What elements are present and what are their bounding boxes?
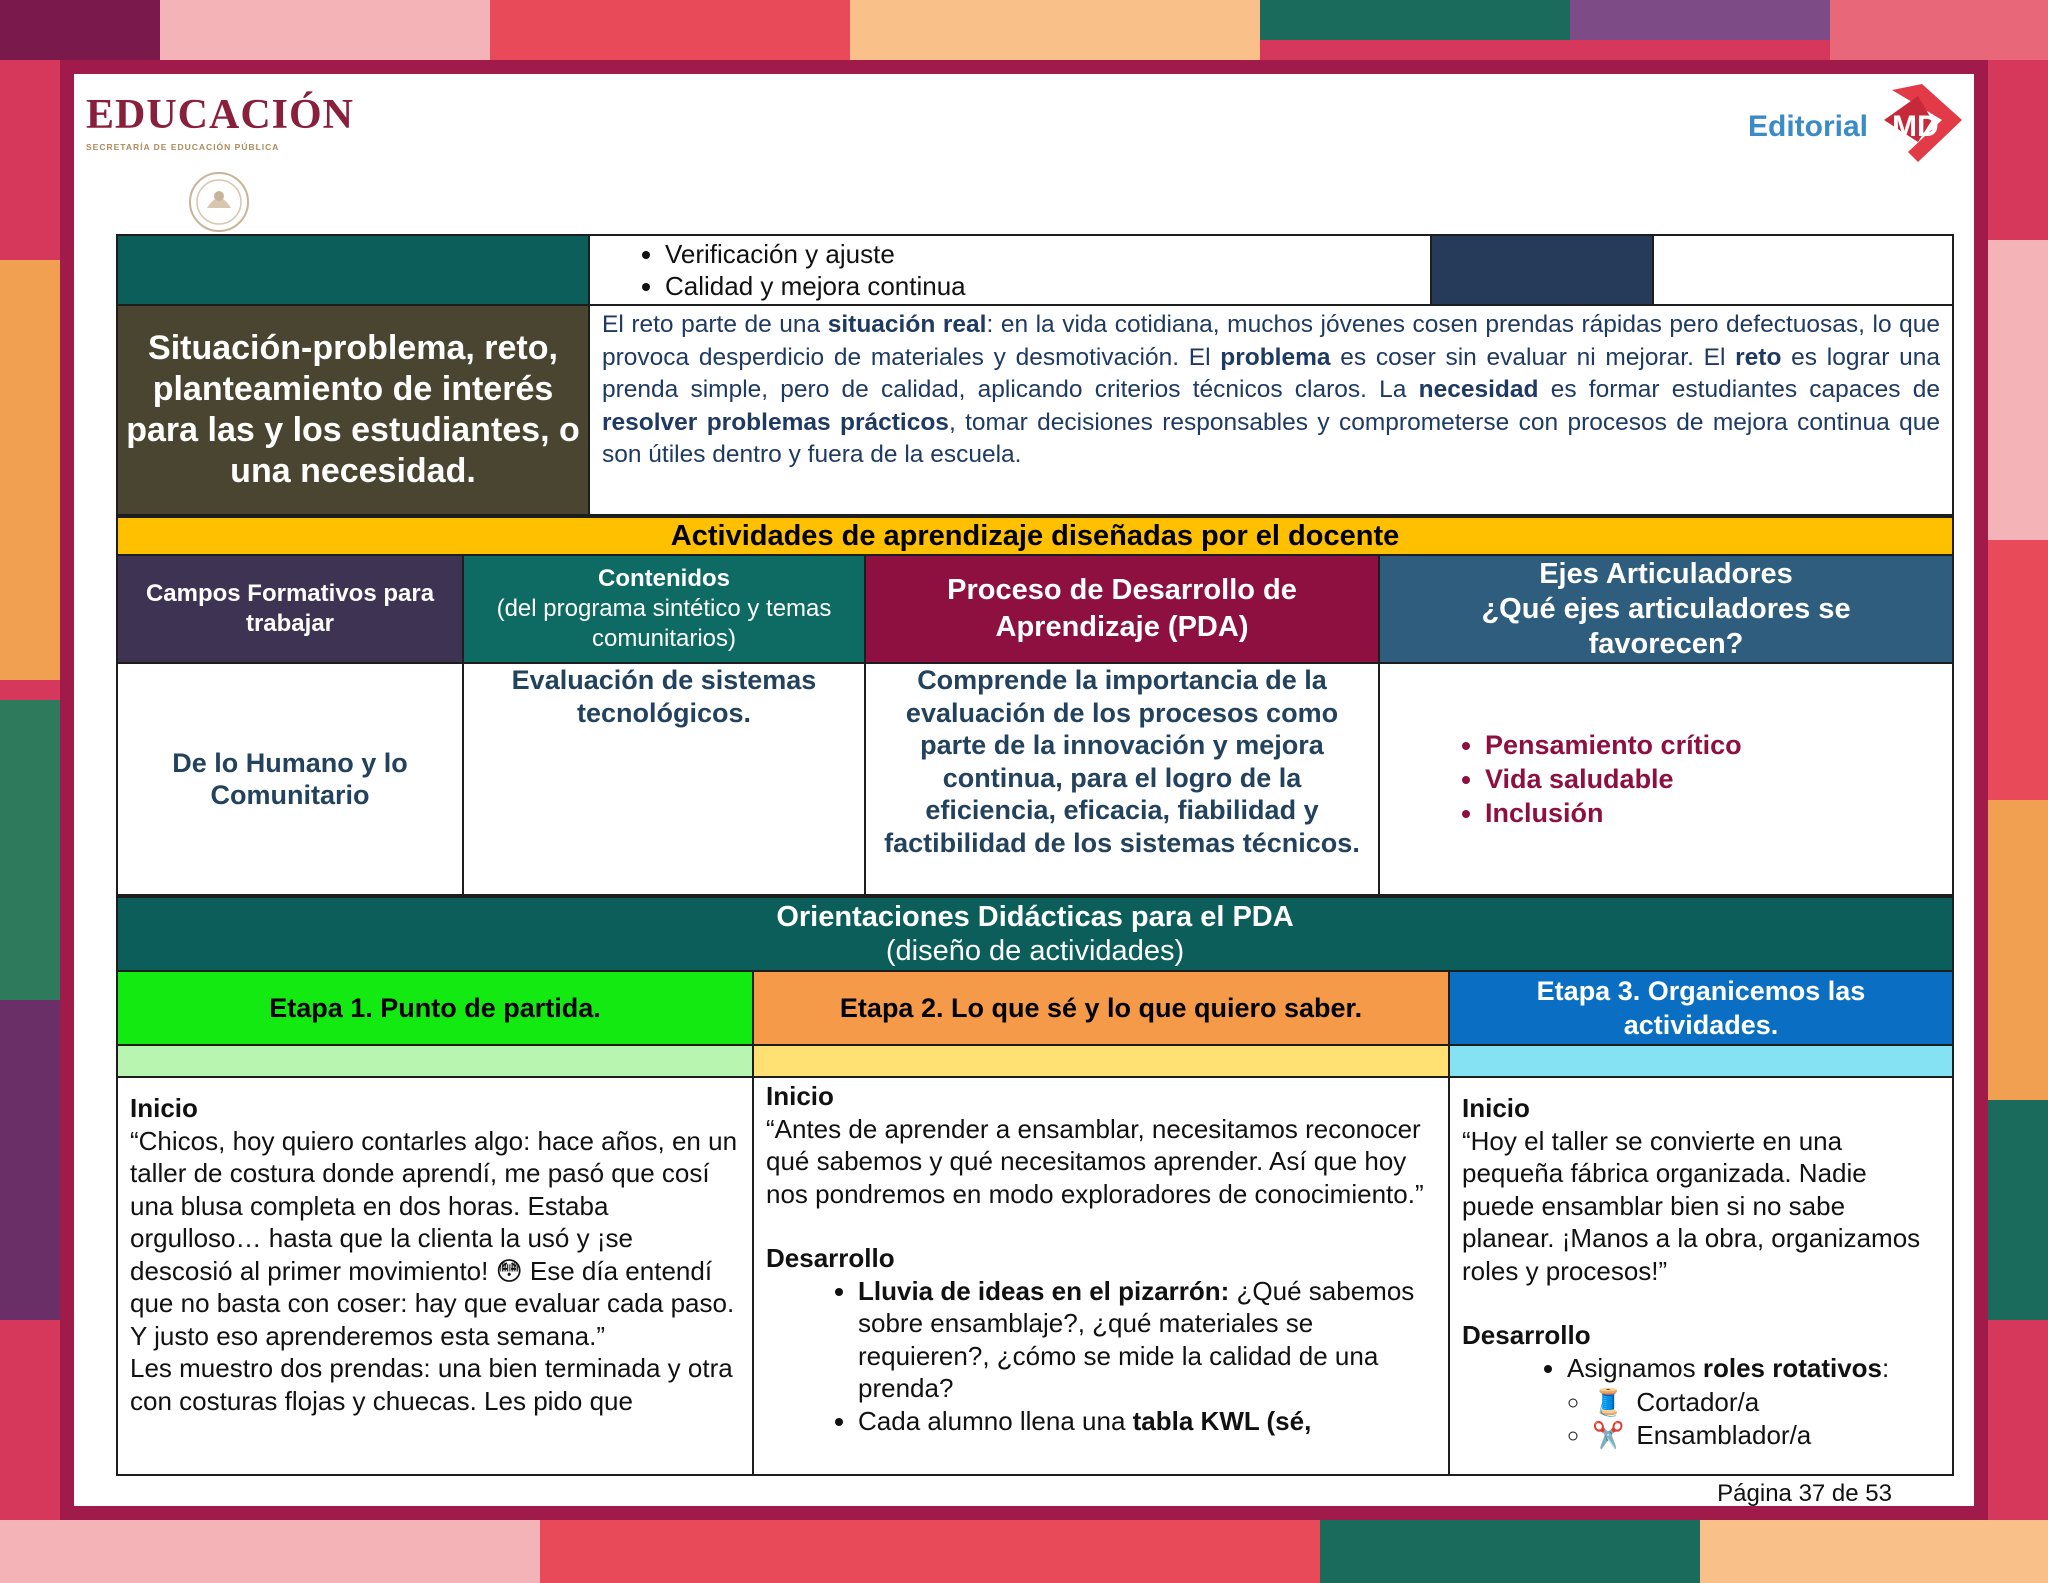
situacion-label: Situación-problema, reto, planteamiento de interés para las y los estudiantes, o una necesidad. xyxy=(117,305,589,515)
etapa-1-text-b: Ese día entendí que no basta con coser: hay que evaluar cada paso. Y justo eso aprenderemos esta semana.” xyxy=(130,1255,735,1351)
bg-tile xyxy=(1260,0,1570,40)
flushed-face-icon: 😳 xyxy=(495,1255,523,1286)
etapa-2-bullet-text: Cada alumno llena una xyxy=(858,1405,1133,1436)
pda-value: Comprende la importancia de la evaluación de los procesos como parte de la innovación y mejora continua, para el logro de la eficiencia, eficacia, fiabilidad y factibilidad de los sistemas técnicos. xyxy=(865,663,1379,895)
etapa-3-desarrollo-heading: Desarrollo xyxy=(1462,1320,1591,1350)
situacion-text-segment: es lograr una prenda simple, pero de calidad, aplicando criterios técnicos claros. La xyxy=(602,343,1940,403)
situacion-keyword: problema xyxy=(1220,343,1331,371)
top-table xyxy=(116,234,1954,516)
etapa-2-bullet-bold: Lluvia de ideas en el pizarrón: xyxy=(858,1275,1230,1306)
contenido-value: Evaluación de sistemas tecnológicos. xyxy=(463,663,865,895)
etapa-2-inicio-heading: Inicio xyxy=(766,1081,834,1111)
bg-tile xyxy=(1320,1520,1700,1583)
thread-icon: 🧵 xyxy=(1592,1387,1625,1417)
bg-tile xyxy=(0,0,160,60)
top-empty-cell xyxy=(1653,235,1953,305)
orientaciones-header xyxy=(117,897,1953,971)
national-seal-icon xyxy=(183,170,255,234)
bg-tile xyxy=(0,260,60,680)
top-navy-cell xyxy=(1431,235,1653,305)
sep-logo-subtitle: SECRETARÍA DE EDUCACIÓN PÚBLICA xyxy=(86,142,280,152)
editorial-logo-text: Editorial xyxy=(1748,110,1869,143)
contenidos-title: Contenidos xyxy=(598,565,730,592)
orientaciones-title: Orientaciones Didácticas para el PDA xyxy=(776,901,1294,933)
etapa-1-header: Etapa 1. Punto de partida. xyxy=(117,971,753,1045)
situacion-text-segment: : en la vida cotidiana, muchos jóvenes cosen prendas rápidas pero defectuosas, lo que provoca desperdicio de materiales y desmotivación. El xyxy=(602,311,1940,371)
bg-tile xyxy=(1988,240,2048,540)
etapa-1-inicio-heading: Inicio xyxy=(130,1093,198,1123)
eje-item: • Pensamiento crítico xyxy=(1485,728,1952,762)
bg-tile xyxy=(0,1000,60,1320)
planning-table xyxy=(116,234,1952,1476)
actividades-title: Actividades de aprendizaje diseñadas por el docente xyxy=(117,517,1953,555)
etapa-1-paragraph-2: Les muestro dos prendas: una bien terminada y otra con costuras flojas y chuecas. Les pido que xyxy=(130,1353,733,1416)
situacion-text-segment: El reto parte de una xyxy=(602,311,828,338)
situacion-keyword: necesidad xyxy=(1418,376,1539,403)
etapa-2-bullet xyxy=(858,1405,1436,1438)
top-left-cell xyxy=(117,235,589,305)
role-label: Cortador/a xyxy=(1636,1387,1760,1417)
etapa-2-bullet-bold: tabla KWL (sé, xyxy=(1132,1405,1312,1436)
etapa-3-content xyxy=(1449,1077,1953,1475)
etapa-2-bullet-text: ¿Qué sabemos sobre ensamblaje?, ¿qué materiales se requieren?, ¿cómo se mide la calidad de una prenda? xyxy=(858,1275,1415,1403)
editorial-logo xyxy=(1748,80,1968,166)
etapa-2-bullet xyxy=(858,1275,1436,1405)
situacion-keyword: reto xyxy=(1735,343,1782,371)
situacion-text-segment: , tomar decisiones responsables y comprometerse con procesos de mejora continua que son útiles dentro y fuera de la escuela. xyxy=(602,408,1941,468)
bg-tile xyxy=(1700,1520,2048,1583)
etapa-3-header: Etapa 3. Organicemos las actividades. xyxy=(1449,971,1953,1045)
eje-item: • Inclusión xyxy=(1485,796,1952,830)
eje-item: • Vida saludable xyxy=(1485,762,1952,796)
criteria-item: • Calidad y mejora continua xyxy=(665,270,1430,302)
role-label: Ensamblador/a xyxy=(1636,1419,1812,1450)
bg-tile xyxy=(0,700,60,1000)
bg-tile xyxy=(0,1520,540,1583)
etapa-1-paragraph xyxy=(130,1125,740,1353)
etapa-2-content xyxy=(753,1077,1449,1475)
etapa-2-header: Etapa 2. Lo que sé y lo que quiero saber. xyxy=(753,971,1449,1045)
orientaciones-subtitle: (diseño de actividades) xyxy=(885,935,1185,967)
etapa-2-band xyxy=(753,1045,1449,1077)
ejes-value-cell xyxy=(1379,663,1953,895)
bg-tile xyxy=(490,0,850,60)
col-ejes-header xyxy=(1379,555,1953,663)
bg-tile xyxy=(540,1520,1320,1583)
etapa-2-paragraph: “Antes de aprender a ensamblar, necesitamos reconocer qué sabemos y qué necesitamos aprender. Así que hoy nos pondremos en modo exploradores de conocimiento.” xyxy=(766,1113,1424,1209)
page-number: Página 37 de 53 xyxy=(1717,1480,1892,1507)
bg-tile xyxy=(1830,0,2048,60)
situacion-text-segment: es formar estudiantes capaces de xyxy=(1538,376,1940,403)
ejes-subtitle: ¿Qué ejes articuladores se favorecen? xyxy=(1481,592,1851,660)
etapa-3-band xyxy=(1449,1045,1953,1077)
etapa-3-inicio-heading: Inicio xyxy=(1462,1093,1530,1123)
situacion-text xyxy=(589,305,1953,515)
bg-tile xyxy=(1988,800,2048,1100)
criteria-list-cell xyxy=(589,235,1431,305)
col-campos-header: Campos Formativos para trabajar xyxy=(117,555,463,663)
bg-tile xyxy=(850,0,1260,60)
etapa-1-text-a: “Chicos, hoy quiero contarles algo: hace años, en un taller de costura donde aprendí, me pasó que cosí una blusa completa en dos horas. Estaba orgulloso… hasta que la clienta la usó y ¡se descosió al primer movimiento! xyxy=(130,1125,738,1286)
etapa-2-desarrollo-heading: Desarrollo xyxy=(766,1243,895,1273)
situacion-text-segment: es coser sin evaluar ni mejorar. El xyxy=(1330,343,1736,371)
etapa-3-paragraph: “Hoy el taller se convierte en una pequeña fábrica organizada. Nadie puede ensamblar bien si no sabe planear. ¡Manos a la obra, organizamos roles y procesos!” xyxy=(1462,1125,1921,1286)
sep-logo xyxy=(86,94,354,152)
scissors-icon: ✂️ xyxy=(1592,1419,1625,1450)
col-pda-header: Proceso de Desarrollo de Aprendizaje (PDA) xyxy=(865,555,1379,663)
role-item xyxy=(1592,1419,1940,1452)
role-item xyxy=(1592,1386,1940,1419)
editorial-md-mark-icon xyxy=(1872,80,1968,166)
situacion-keyword: resolver problemas prácticos xyxy=(602,408,949,436)
bg-tile xyxy=(1570,0,1830,40)
editorial-logo-mark: MD xyxy=(1892,110,1939,143)
etapa-3-bullet-end: : xyxy=(1882,1352,1890,1383)
situacion-keyword: situación real xyxy=(827,311,987,338)
sep-logo-text: EDUCACIÓN xyxy=(86,92,355,138)
etapa-3-bullet xyxy=(1567,1352,1940,1385)
contenidos-subtitle: (del programa sintético y temas comunitarios) xyxy=(496,595,832,652)
bg-tile xyxy=(1988,1100,2048,1320)
campo-value: De lo Humano y lo Comunitario xyxy=(117,663,463,895)
orientaciones-table xyxy=(116,896,1954,1476)
ejes-title: Ejes Articuladores xyxy=(1539,557,1793,590)
etapa-3-bullet-text: Asignamos xyxy=(1567,1352,1703,1383)
etapa-3-bullet-bold: roles rotativos xyxy=(1702,1352,1883,1383)
etapa-1-content xyxy=(117,1077,753,1475)
col-contenidos-header xyxy=(463,555,865,663)
criteria-item: • Verificación y ajuste xyxy=(665,238,1430,270)
bg-tile xyxy=(160,0,490,60)
activities-table xyxy=(116,516,1954,896)
etapa-1-band xyxy=(117,1045,753,1077)
bg-tile xyxy=(1988,540,2048,800)
